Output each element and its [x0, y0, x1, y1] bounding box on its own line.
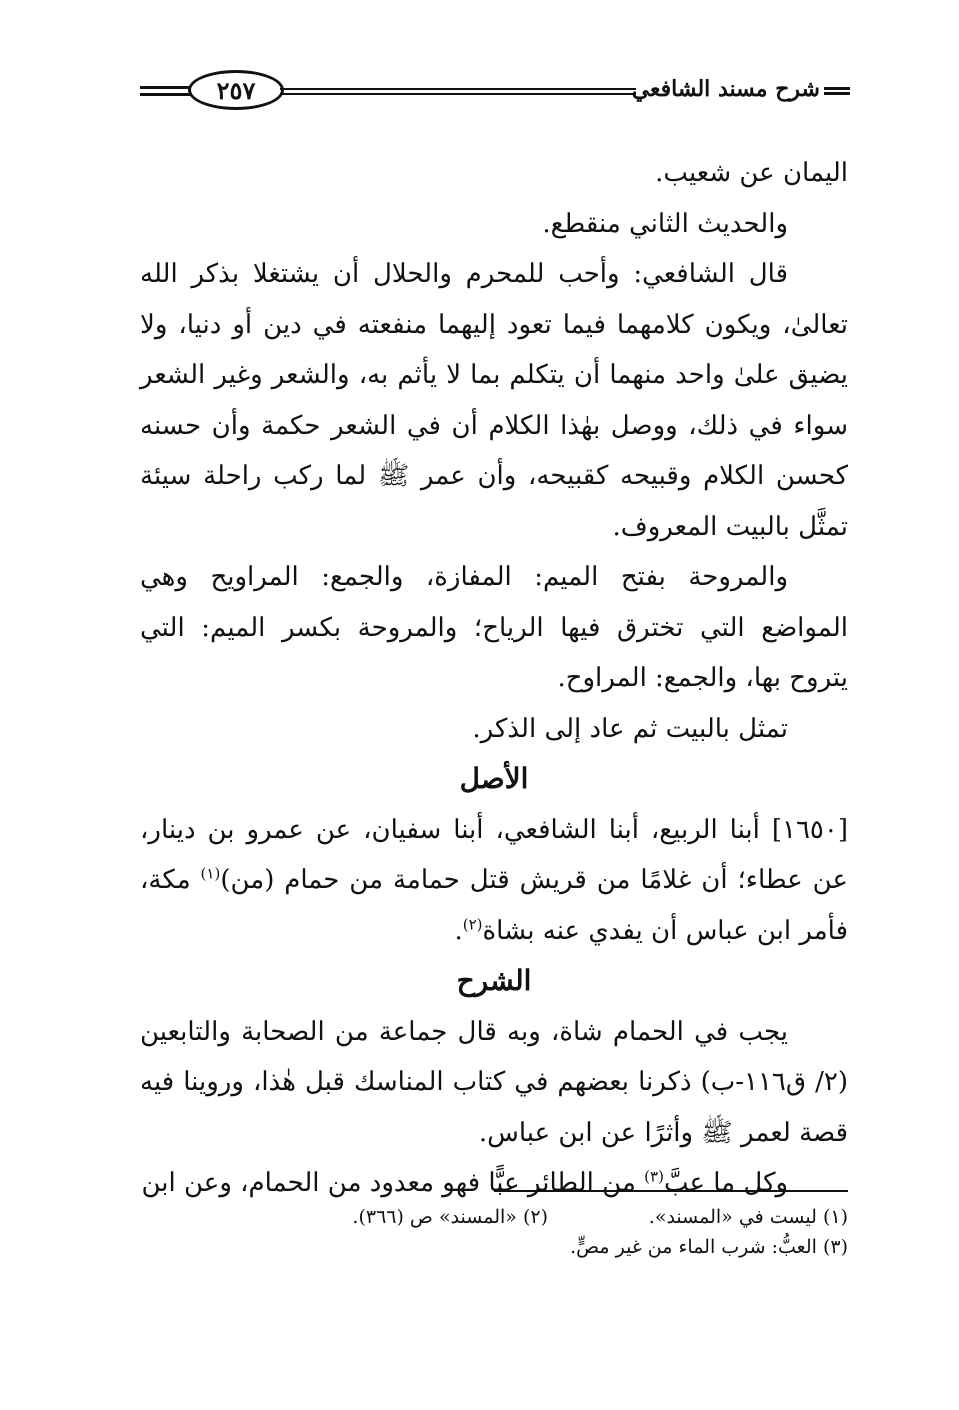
sharh-text-part1: وكل ما عبَّ [663, 1168, 788, 1198]
paragraph-shafii-statement: قال الشافعي: وأحب للمحرم والحلال أن يشتغلا بذكر الله تعالىٰ، ويكون كلامهما فيما تعود إليهما منفعته في دين أو دنيا، ولا يضيق علىٰ واحد منهما أن يتكلم بما لا يأثم به، والشعر وغير الشعر سواء في ذلك، ووصل بهٰذا الكلام أن في الشعر حكمة وأن حسنه كحسن الكلام وقبيحه كقبيحه، وأن عمر ﷺ لما ركب راحلة سيئة تمثَّل بالبيت المعروف. [140, 259, 849, 542]
footnotes [140, 1202, 848, 1262]
paragraph-sharh-2 [140, 1158, 848, 1209]
paragraph-hadith-note: والحديث الثاني منقطع. [542, 208, 788, 239]
paragraph-asl-hadith [140, 805, 848, 957]
section-heading-sharh: الشرح [456, 964, 532, 997]
paragraph-marwaha-definition: والمروحة بفتح الميم: المفازة، والجمع: المراويح وهي المواضع التي تخترق فيها الرياح؛ والمروحة بكسر الميم: التي يتروح بها، والجمع: المراوح. [140, 562, 848, 693]
page-number: ٢٥٧ [188, 70, 284, 110]
header-rule-left [140, 86, 192, 96]
paragraph-tamaththal: تمثل بالبيت ثم عاد إلى الذكر. [472, 713, 788, 744]
book-title: شرح مسند الشافعي [631, 76, 820, 102]
sharh-text-part2: من الطائر عبًّا فهو معدود من الحمام، وعن ابن [141, 1168, 645, 1198]
header-rule-middle [280, 88, 636, 95]
footnote-3: (٣) العبُّ: شرب الماء من غير مصٍّ. [570, 1236, 848, 1258]
footnote-2: (٢) «المسند» ص (٣٦٦). [352, 1206, 548, 1228]
paragraph-continuation: اليمان عن شعيب. [655, 158, 848, 188]
running-header [140, 62, 850, 118]
asl-text-part1: [١٦٥٠] أبنا الربيع، أبنا الشافعي، أبنا سفيان، عن عمرو بن دينار، عن عطاء؛ أن غلامًا من قريش قتل حمامة من حمام (من) [140, 814, 848, 895]
footnote-ref-1[interactable]: (١) [200, 864, 221, 883]
footnote-separator [494, 1190, 848, 1192]
main-text [140, 148, 848, 1209]
footnote-ref-3[interactable]: (٣) [644, 1167, 664, 1186]
paragraph-sharh-1: يجب في الحمام شاة، وبه قال جماعة من الصحابة والتابعين (٢/ ق١١٦-ب) ذكرنا بعضهم في كتاب المناسك قبل هٰذا، وروينا فيه قصة لعمر ﷺ وأثرًا عن ابن عباس. [140, 1016, 848, 1148]
asl-text-part3: . [454, 915, 463, 946]
header-rule-right [824, 87, 850, 95]
footnote-ref-2[interactable]: (٢) [462, 914, 483, 933]
footnote-1: (١) ليست في «المسند». [648, 1206, 848, 1228]
asl-text-part2: مكة، فأمر ابن عباس أن يفدي عنه بشاة [140, 865, 848, 946]
section-heading-asl: الأصل [459, 762, 529, 795]
footnote-row-1 [140, 1202, 848, 1232]
